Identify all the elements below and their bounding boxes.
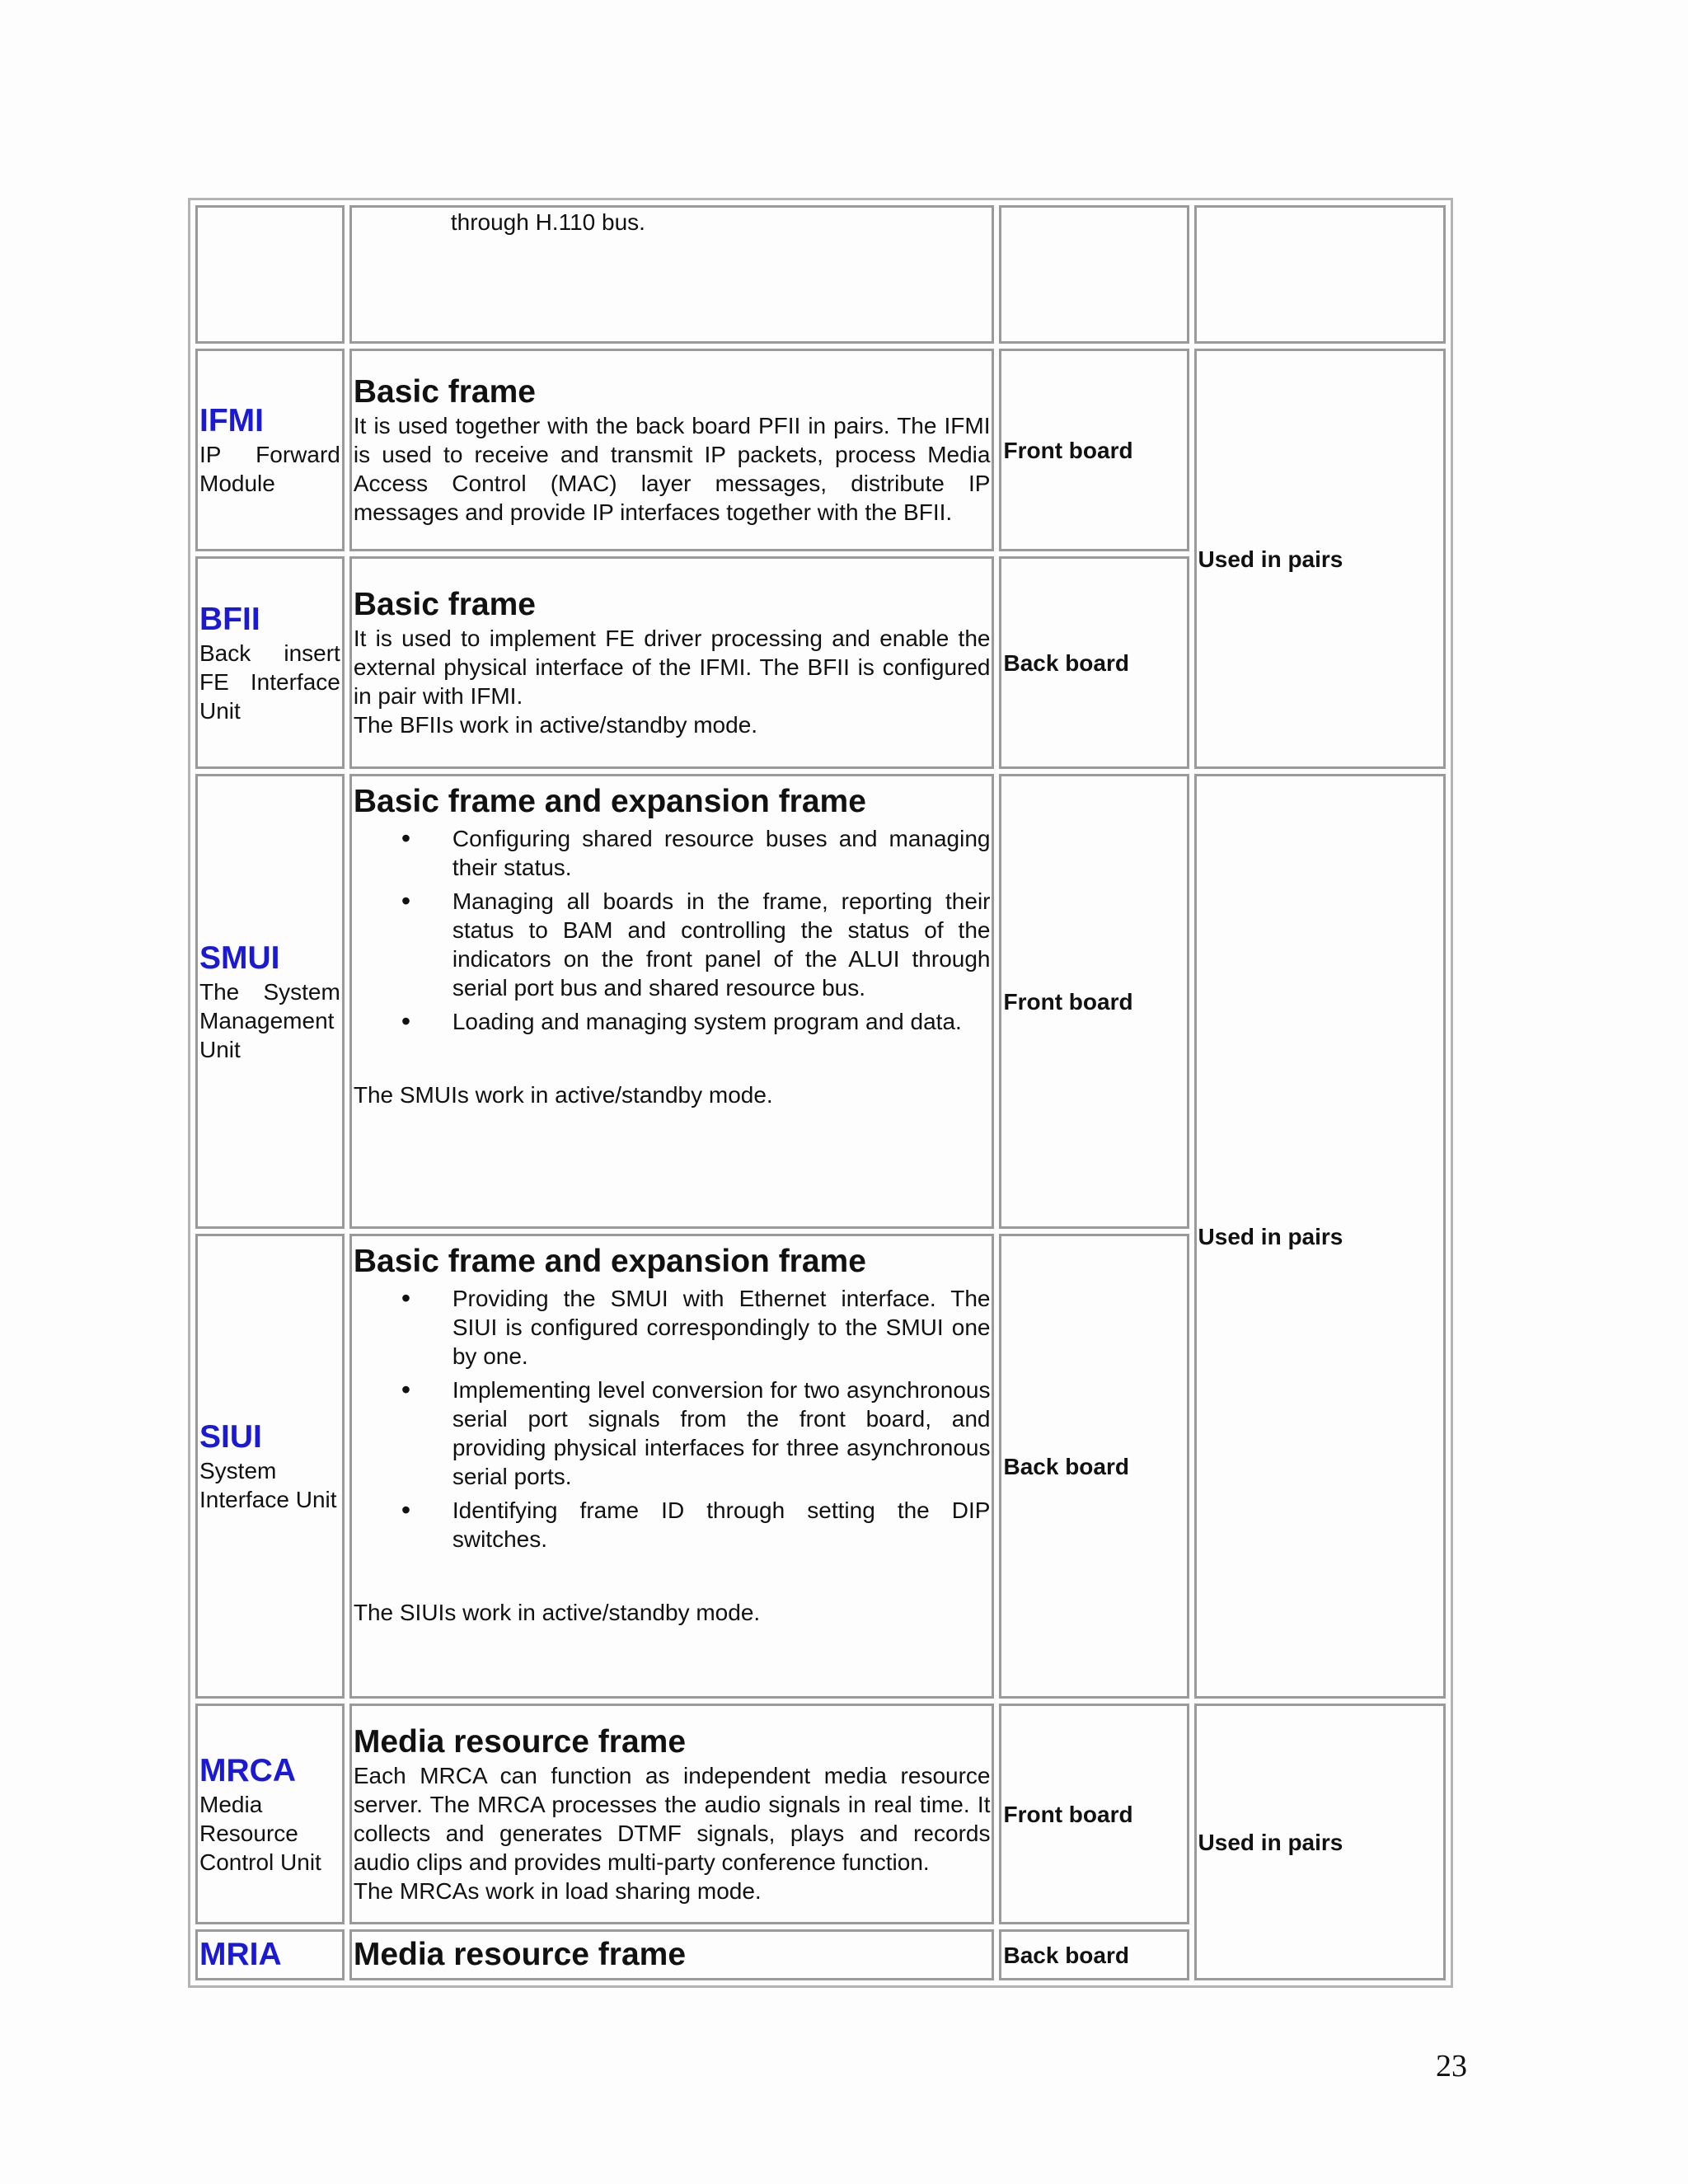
board-name: SIUI <box>199 1419 262 1455</box>
table-row <box>195 205 1446 344</box>
function-list <box>354 1284 991 1554</box>
board-cell <box>195 556 345 769</box>
list-item: • Implementing level conversion for two asynchronous serial port signals from the front board, and providing physical interfaces for three asynchronous serial ports. <box>452 1376 991 1491</box>
list-item: • Loading and managing system program and data. <box>452 1007 991 1036</box>
page-number: 23 <box>1436 2049 1467 2083</box>
board-full-name: Media Resource Control Unit <box>199 1791 321 1875</box>
usage-cell: Used in pairs <box>1194 774 1446 1699</box>
description-cell <box>349 1929 995 1980</box>
board-name: MRCA <box>199 1752 296 1788</box>
list-item: • Configuring shared resource buses and managing their status. <box>452 824 991 882</box>
board-name: SMUI <box>199 940 280 976</box>
board-name: IFMI <box>199 403 264 438</box>
location-cell: Back board <box>999 1929 1189 1980</box>
work-mode: The BFIIs work in active/standby mode. <box>353 712 758 738</box>
work-mode: The SMUIs work in active/standby mode. <box>353 1082 773 1108</box>
usage-cell: Used in pairs <box>1194 349 1446 769</box>
location-cell: Front board <box>999 349 1189 551</box>
usage-cell: Used in pairs <box>1194 1704 1446 1980</box>
location-cell: Front board <box>999 1704 1189 1924</box>
frame-heading: Basic frame <box>353 374 536 410</box>
board-table <box>188 198 1453 1988</box>
usage-cell <box>1194 205 1446 344</box>
board-cell <box>195 1929 345 1980</box>
location-cell <box>999 205 1189 344</box>
description-cell <box>349 205 995 344</box>
board-full-name: System Interface Unit <box>199 1458 337 1512</box>
board-full-name: The System Management Unit <box>199 978 340 1062</box>
location-cell: Back board <box>999 1234 1189 1699</box>
board-name: BFII <box>199 601 260 637</box>
table-row <box>195 349 1446 551</box>
board-cell <box>195 774 345 1229</box>
board-full-name: IP Forward Module <box>199 442 340 496</box>
frame-heading: Media resource frame <box>353 1723 687 1760</box>
frame-heading: Basic frame and expansion frame <box>353 1244 866 1279</box>
description-cell <box>349 1234 995 1699</box>
board-cell <box>195 1704 345 1924</box>
description-cell <box>349 1704 995 1924</box>
work-mode: The MRCAs work in load sharing mode. <box>353 1877 762 1904</box>
list-item: • Providing the SMUI with Ethernet interface. The SIUI is configured correspondingly to the SMUI one by one. <box>452 1284 991 1371</box>
frame-heading: Basic frame and expansion frame <box>353 784 866 819</box>
description-cell <box>349 774 995 1229</box>
frame-heading: Media resource frame <box>353 1937 687 1972</box>
board-cell <box>195 1234 345 1699</box>
board-name: MRIA <box>199 1937 282 1972</box>
work-mode: The SIUIs work in active/standby mode. <box>353 1600 761 1625</box>
table-row <box>195 1704 1446 1924</box>
description-cell <box>349 349 995 551</box>
function-list <box>354 824 991 1036</box>
continuation-text: through H.110 bus. <box>450 209 645 235</box>
description-cell <box>349 556 995 769</box>
location-cell: Front board <box>999 774 1189 1229</box>
board-description: It is used together with the back board PFII in pairs. The IFMI is used to receive and transmit IP packets, process Media Access Control (MAC) layer messages, distribute IP messages and provide IP interfaces together with the BFII. <box>353 413 991 525</box>
table-row <box>195 774 1446 1229</box>
board-description: It is used to implement FE driver processing and enable the external physical interface of the IFMI. The BFII is configured in pair with IFMI. <box>353 626 991 709</box>
list-item: • Managing all boards in the frame, reporting their status to BAM and controlling the status of the indicators on the front panel of the ALUI through serial port bus and shared resource bus. <box>452 887 991 1002</box>
list-item: • Identifying frame ID through setting the DIP switches. <box>452 1496 991 1554</box>
board-cell <box>195 205 345 344</box>
board-cell <box>195 349 345 551</box>
location-cell: Back board <box>999 556 1189 769</box>
board-description: Each MRCA can function as independent media resource server. The MRCA processes the audio signals in real time. It collects and generates DTMF signals, plays and records audio clips and provides multi-party conference function. <box>353 1762 991 1875</box>
board-full-name: Back insert FE Interface Unit <box>199 640 340 724</box>
frame-heading: Basic frame <box>353 587 536 622</box>
